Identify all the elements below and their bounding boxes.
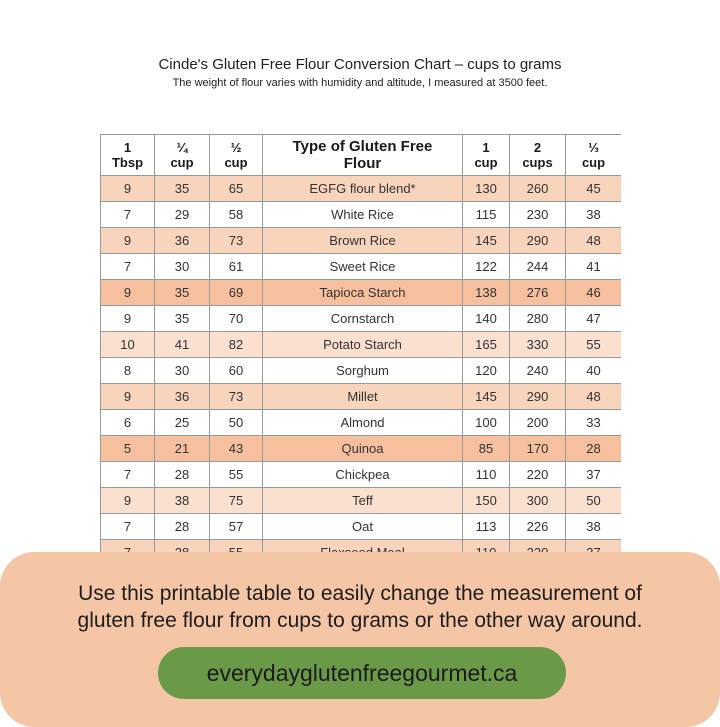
table-header-row xyxy=(101,135,622,176)
gram-value-cell: 115 xyxy=(463,202,510,228)
gram-value-cell: 35 xyxy=(155,306,210,332)
gram-value-cell: 9 xyxy=(101,280,155,306)
gram-value-cell: 280 xyxy=(510,306,566,332)
header-two-cups: 2 cups xyxy=(510,135,566,176)
flour-type-cell: Quinoa xyxy=(263,436,463,462)
gram-value-cell: 69 xyxy=(210,280,263,306)
gram-value-cell: 60 xyxy=(210,358,263,384)
table-row xyxy=(101,488,622,514)
gram-value-cell: 122 xyxy=(463,254,510,280)
gram-value-cell: 290 xyxy=(510,228,566,254)
flour-type-cell: Oat xyxy=(263,514,463,540)
gram-value-cell: 220 xyxy=(510,462,566,488)
gram-value-cell: 150 xyxy=(463,488,510,514)
banner-description xyxy=(0,580,720,634)
gram-value-cell: 230 xyxy=(510,202,566,228)
header-tbsp: 1 Tbsp xyxy=(101,135,155,176)
gram-value-cell: 7 xyxy=(101,514,155,540)
gram-value-cell: 38 xyxy=(155,488,210,514)
flour-type-cell: EGFG flour blend* xyxy=(263,176,463,202)
flour-type-cell: Almond xyxy=(263,410,463,436)
gram-value-cell: 260 xyxy=(510,176,566,202)
gram-value-cell: 138 xyxy=(463,280,510,306)
banner-line-2: gluten free flour from cups to grams or the other way around. xyxy=(77,609,643,632)
gram-value-cell: 140 xyxy=(463,306,510,332)
gram-value-cell: 300 xyxy=(510,488,566,514)
gram-value-cell: 244 xyxy=(510,254,566,280)
gram-value-cell: 29 xyxy=(155,202,210,228)
gram-value-cell: 28 xyxy=(155,462,210,488)
flour-type-cell: Cornstarch xyxy=(263,306,463,332)
chart-subtitle: The weight of flour varies with humidity and altitude, I measured at 3500 feet. xyxy=(172,77,548,89)
gram-value-cell: 38 xyxy=(566,514,622,540)
gram-value-cell: 73 xyxy=(210,384,263,410)
gram-value-cell: 5 xyxy=(101,436,155,462)
table-row xyxy=(101,176,622,202)
gram-value-cell: 290 xyxy=(510,384,566,410)
gram-value-cell: 33 xyxy=(566,410,622,436)
gram-value-cell: 70 xyxy=(210,306,263,332)
gram-value-cell: 48 xyxy=(566,228,622,254)
table-row xyxy=(101,202,622,228)
gram-value-cell: 65 xyxy=(210,176,263,202)
gram-value-cell: 7 xyxy=(101,254,155,280)
gram-value-cell: 43 xyxy=(210,436,263,462)
gram-value-cell: 200 xyxy=(510,410,566,436)
gram-value-cell: 36 xyxy=(155,384,210,410)
conversion-table xyxy=(100,134,621,564)
gram-value-cell: 8 xyxy=(101,358,155,384)
gram-value-cell: 28 xyxy=(566,436,622,462)
gram-value-cell: 170 xyxy=(510,436,566,462)
gram-value-cell: 165 xyxy=(463,332,510,358)
gram-value-cell: 9 xyxy=(101,228,155,254)
gram-value-cell: 28 xyxy=(155,514,210,540)
header-half-cup: ½ cup xyxy=(210,135,263,176)
table-row xyxy=(101,462,622,488)
flour-type-cell: Sorghum xyxy=(263,358,463,384)
table-row xyxy=(101,514,622,540)
gram-value-cell: 50 xyxy=(210,410,263,436)
gram-value-cell: 100 xyxy=(463,410,510,436)
gram-value-cell: 276 xyxy=(510,280,566,306)
table-row xyxy=(101,332,622,358)
gram-value-cell: 55 xyxy=(566,332,622,358)
gram-value-cell: 73 xyxy=(210,228,263,254)
gram-value-cell: 36 xyxy=(155,228,210,254)
flour-type-cell: Teff xyxy=(263,488,463,514)
gram-value-cell: 9 xyxy=(101,488,155,514)
gram-value-cell: 110 xyxy=(463,462,510,488)
gram-value-cell: 113 xyxy=(463,514,510,540)
info-banner xyxy=(0,552,720,727)
table-row xyxy=(101,280,622,306)
table-row xyxy=(101,228,622,254)
gram-value-cell: 55 xyxy=(210,462,263,488)
flour-type-cell: White Rice xyxy=(263,202,463,228)
gram-value-cell: 130 xyxy=(463,176,510,202)
gram-value-cell: 41 xyxy=(566,254,622,280)
gram-value-cell: 240 xyxy=(510,358,566,384)
gram-value-cell: 7 xyxy=(101,202,155,228)
flour-type-cell: Millet xyxy=(263,384,463,410)
gram-value-cell: 145 xyxy=(463,228,510,254)
flour-type-cell: Chickpea xyxy=(263,462,463,488)
gram-value-cell: 50 xyxy=(566,488,622,514)
gram-value-cell: 37 xyxy=(566,462,622,488)
gram-value-cell: 7 xyxy=(101,462,155,488)
gram-value-cell: 45 xyxy=(566,176,622,202)
table-row xyxy=(101,384,622,410)
gram-value-cell: 330 xyxy=(510,332,566,358)
gram-value-cell: 9 xyxy=(101,384,155,410)
gram-value-cell: 6 xyxy=(101,410,155,436)
gram-value-cell: 10 xyxy=(101,332,155,358)
gram-value-cell: 75 xyxy=(210,488,263,514)
gram-value-cell: 47 xyxy=(566,306,622,332)
website-link[interactable]: everydayglutenfreegourmet.ca xyxy=(158,647,566,699)
gram-value-cell: 58 xyxy=(210,202,263,228)
gram-value-cell: 35 xyxy=(155,176,210,202)
gram-value-cell: 9 xyxy=(101,176,155,202)
table-row xyxy=(101,254,622,280)
gram-value-cell: 35 xyxy=(155,280,210,306)
gram-value-cell: 82 xyxy=(210,332,263,358)
gram-value-cell: 46 xyxy=(566,280,622,306)
flour-type-cell: Brown Rice xyxy=(263,228,463,254)
header-flour-type: Type of Gluten Free Flour xyxy=(263,135,463,176)
gram-value-cell: 85 xyxy=(463,436,510,462)
gram-value-cell: 30 xyxy=(155,254,210,280)
chart-title: Cinde's Gluten Free Flour Conversion Chart – cups to grams xyxy=(158,56,562,73)
gram-value-cell: 25 xyxy=(155,410,210,436)
gram-value-cell: 41 xyxy=(155,332,210,358)
table-row xyxy=(101,306,622,332)
gram-value-cell: 226 xyxy=(510,514,566,540)
header-quarter-cup: ¼ cup xyxy=(155,135,210,176)
gram-value-cell: 40 xyxy=(566,358,622,384)
conversion-table-container xyxy=(100,134,621,564)
gram-value-cell: 61 xyxy=(210,254,263,280)
gram-value-cell: 21 xyxy=(155,436,210,462)
gram-value-cell: 38 xyxy=(566,202,622,228)
table-row xyxy=(101,410,622,436)
table-body xyxy=(101,176,622,565)
gram-value-cell: 120 xyxy=(463,358,510,384)
table-row xyxy=(101,358,622,384)
flour-type-cell: Potato Starch xyxy=(263,332,463,358)
gram-value-cell: 30 xyxy=(155,358,210,384)
gram-value-cell: 9 xyxy=(101,306,155,332)
banner-line-1: Use this printable table to easily change the measurement of xyxy=(78,582,642,605)
flour-type-cell: Sweet Rice xyxy=(263,254,463,280)
table-row xyxy=(101,436,622,462)
header-third-cup: ⅓ cup xyxy=(566,135,622,176)
gram-value-cell: 145 xyxy=(463,384,510,410)
header-one-cup: 1 cup xyxy=(463,135,510,176)
flour-type-cell: Tapioca Starch xyxy=(263,280,463,306)
gram-value-cell: 57 xyxy=(210,514,263,540)
gram-value-cell: 48 xyxy=(566,384,622,410)
